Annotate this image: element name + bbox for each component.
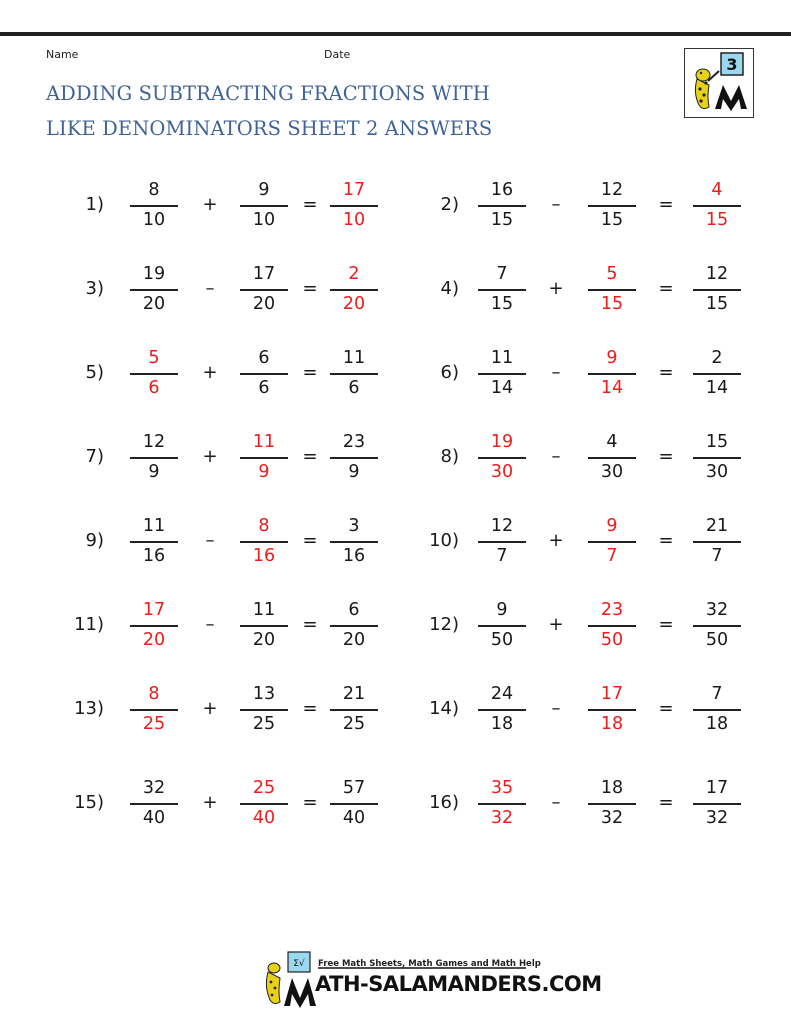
equals-sign: = <box>658 446 674 467</box>
fraction-bar <box>130 373 178 375</box>
denominator: 18 <box>490 714 514 734</box>
fraction-bar <box>130 803 178 805</box>
denominator: 15 <box>490 294 514 314</box>
question-number: 6) <box>440 362 459 383</box>
denominator: 7 <box>711 546 723 566</box>
denominator: 20 <box>252 630 276 650</box>
operator: + <box>202 362 218 383</box>
answer-fraction <box>130 346 178 402</box>
question-number: 14) <box>429 698 459 719</box>
equals-sign: = <box>302 446 318 467</box>
denominator: 15 <box>705 294 729 314</box>
grade-badge-text: 3 <box>726 55 738 74</box>
footer-tagline: Free Math Sheets, Math Games and Math Help <box>318 959 541 969</box>
numerator: 11 <box>142 516 166 536</box>
fraction-bar <box>693 457 741 459</box>
numerator: 11 <box>490 348 514 368</box>
fraction-bar <box>330 457 378 459</box>
answer-fraction <box>588 514 636 570</box>
fraction <box>478 514 526 570</box>
denominator: 15 <box>705 210 729 230</box>
denominator: 14 <box>490 378 514 398</box>
operator: + <box>548 530 564 551</box>
denominator: 6 <box>148 378 160 398</box>
numerator: 3 <box>348 516 360 536</box>
operator: – <box>551 194 561 215</box>
numerator: 57 <box>342 778 366 798</box>
numerator: 8 <box>148 684 160 704</box>
denominator: 25 <box>142 714 166 734</box>
numerator: 18 <box>600 778 624 798</box>
numerator: 9 <box>606 516 618 536</box>
fraction <box>130 262 178 318</box>
worksheet-title-line-1: ADDING SUBTRACTING FRACTIONS WITH <box>46 82 490 105</box>
equals-sign: = <box>658 362 674 383</box>
equals-sign: = <box>302 614 318 635</box>
denominator: 10 <box>142 210 166 230</box>
answer-fraction <box>588 598 636 654</box>
question-number: 9) <box>85 530 104 551</box>
denominator: 14 <box>705 378 729 398</box>
salamander-icon <box>685 49 753 117</box>
denominator: 9 <box>148 462 160 482</box>
operator: – <box>205 614 215 635</box>
answer-fraction <box>588 682 636 738</box>
operator: + <box>202 792 218 813</box>
denominator: 25 <box>342 714 366 734</box>
fraction-bar <box>330 625 378 627</box>
fraction-bar <box>588 289 636 291</box>
fraction-bar <box>588 205 636 207</box>
denominator: 32 <box>490 808 514 828</box>
answer-fraction <box>588 346 636 402</box>
denominator: 14 <box>600 378 624 398</box>
fraction-bar <box>588 625 636 627</box>
denominator: 7 <box>606 546 618 566</box>
fraction <box>478 262 526 318</box>
equals-sign: = <box>302 792 318 813</box>
name-label: Name <box>46 48 79 61</box>
fraction-bar <box>693 625 741 627</box>
top-rule <box>0 32 791 36</box>
question-number: 10) <box>429 530 459 551</box>
fraction-bar <box>330 803 378 805</box>
fraction-bar <box>693 289 741 291</box>
fraction <box>240 346 288 402</box>
salamander-logo <box>684 48 754 118</box>
footer-badge-text: Σ√ <box>293 959 305 969</box>
denominator: 50 <box>600 630 624 650</box>
fraction <box>240 262 288 318</box>
denominator: 15 <box>490 210 514 230</box>
fraction-bar <box>240 205 288 207</box>
equals-sign: = <box>658 194 674 215</box>
fraction <box>330 598 378 654</box>
fraction-bar <box>130 625 178 627</box>
fraction-bar <box>588 803 636 805</box>
denominator: 6 <box>348 378 360 398</box>
denominator: 9 <box>348 462 360 482</box>
fraction-bar <box>588 457 636 459</box>
fraction-bar <box>130 541 178 543</box>
denominator: 7 <box>496 546 508 566</box>
fraction <box>588 178 636 234</box>
fraction <box>693 682 741 738</box>
fraction <box>693 514 741 570</box>
fraction-bar <box>240 541 288 543</box>
denominator: 6 <box>258 378 270 398</box>
denominator: 32 <box>705 808 729 828</box>
numerator: 21 <box>705 516 729 536</box>
fraction <box>478 598 526 654</box>
question-number: 15) <box>74 792 104 813</box>
denominator: 25 <box>252 714 276 734</box>
equals-sign: = <box>658 698 674 719</box>
question-number: 8) <box>440 446 459 467</box>
fraction-bar <box>478 803 526 805</box>
fraction-bar <box>330 709 378 711</box>
denominator: 10 <box>252 210 276 230</box>
numerator: 4 <box>606 432 618 452</box>
fraction <box>330 776 378 832</box>
numerator: 13 <box>252 684 276 704</box>
numerator: 11 <box>252 432 276 452</box>
fraction-bar <box>478 205 526 207</box>
fraction-bar <box>240 803 288 805</box>
numerator: 5 <box>606 264 618 284</box>
answer-fraction <box>330 178 378 234</box>
numerator: 12 <box>142 432 166 452</box>
denominator: 15 <box>600 294 624 314</box>
denominator: 16 <box>342 546 366 566</box>
numerator: 9 <box>496 600 508 620</box>
numerator: 17 <box>142 600 166 620</box>
fraction-bar <box>588 709 636 711</box>
question-number: 5) <box>85 362 104 383</box>
answer-fraction <box>693 178 741 234</box>
operator: + <box>548 278 564 299</box>
numerator: 17 <box>705 778 729 798</box>
numerator: 7 <box>711 684 723 704</box>
numerator: 11 <box>252 600 276 620</box>
denominator: 20 <box>342 294 366 314</box>
numerator: 17 <box>252 264 276 284</box>
numerator: 19 <box>490 432 514 452</box>
answer-fraction <box>478 776 526 832</box>
equals-sign: = <box>658 278 674 299</box>
denominator: 20 <box>342 630 366 650</box>
numerator: 4 <box>711 180 723 200</box>
denominator: 16 <box>142 546 166 566</box>
fraction-bar <box>588 373 636 375</box>
fraction <box>130 514 178 570</box>
numerator: 16 <box>490 180 514 200</box>
denominator: 10 <box>342 210 366 230</box>
fraction-bar <box>330 205 378 207</box>
operator: + <box>202 698 218 719</box>
numerator: 21 <box>342 684 366 704</box>
fraction-bar <box>240 373 288 375</box>
numerator: 32 <box>142 778 166 798</box>
denominator: 32 <box>600 808 624 828</box>
operator: + <box>548 614 564 635</box>
numerator: 8 <box>258 516 270 536</box>
fraction-bar <box>478 289 526 291</box>
equals-sign: = <box>658 530 674 551</box>
numerator: 2 <box>711 348 723 368</box>
fraction-bar <box>478 541 526 543</box>
denominator: 18 <box>600 714 624 734</box>
operator: – <box>551 792 561 813</box>
fraction-bar <box>588 541 636 543</box>
numerator: 9 <box>606 348 618 368</box>
question-number: 4) <box>440 278 459 299</box>
fraction <box>693 776 741 832</box>
fraction-bar <box>478 709 526 711</box>
operator: – <box>551 362 561 383</box>
fraction-bar <box>478 457 526 459</box>
denominator: 18 <box>705 714 729 734</box>
question-number: 2) <box>440 194 459 215</box>
fraction-bar <box>478 625 526 627</box>
fraction <box>588 430 636 486</box>
numerator: 12 <box>490 516 514 536</box>
numerator: 8 <box>148 180 160 200</box>
denominator: 30 <box>705 462 729 482</box>
question-number: 11) <box>74 614 104 635</box>
operator: + <box>202 194 218 215</box>
numerator: 7 <box>496 264 508 284</box>
fraction <box>240 598 288 654</box>
fraction <box>330 682 378 738</box>
answer-fraction <box>478 430 526 486</box>
operator: – <box>551 698 561 719</box>
fraction-bar <box>130 457 178 459</box>
fraction-bar <box>330 541 378 543</box>
fraction <box>240 178 288 234</box>
denominator: 40 <box>142 808 166 828</box>
denominator: 15 <box>600 210 624 230</box>
answer-fraction <box>240 776 288 832</box>
denominator: 20 <box>142 630 166 650</box>
numerator: 35 <box>490 778 514 798</box>
fraction-bar <box>130 709 178 711</box>
fraction <box>693 598 741 654</box>
equals-sign: = <box>302 698 318 719</box>
fraction-bar <box>130 205 178 207</box>
numerator: 32 <box>705 600 729 620</box>
denominator: 20 <box>142 294 166 314</box>
fraction <box>130 178 178 234</box>
fraction-bar <box>478 373 526 375</box>
equals-sign: = <box>658 614 674 635</box>
question-number: 1) <box>85 194 104 215</box>
numerator: 2 <box>348 264 360 284</box>
equals-sign: = <box>302 194 318 215</box>
fraction <box>240 682 288 738</box>
fraction-bar <box>240 457 288 459</box>
fraction <box>693 262 741 318</box>
answer-fraction <box>130 682 178 738</box>
equals-sign: = <box>302 530 318 551</box>
fraction-bar <box>130 289 178 291</box>
numerator: 11 <box>342 348 366 368</box>
fraction <box>330 346 378 402</box>
answer-fraction <box>588 262 636 318</box>
equals-sign: = <box>658 792 674 813</box>
fraction <box>330 430 378 486</box>
numerator: 5 <box>148 348 160 368</box>
fraction-bar <box>240 709 288 711</box>
answer-fraction <box>330 262 378 318</box>
question-number: 13) <box>74 698 104 719</box>
question-number: 16) <box>429 792 459 813</box>
numerator: 6 <box>258 348 270 368</box>
fraction-bar <box>330 289 378 291</box>
worksheet-title-line-2: LIKE DENOMINATORS SHEET 2 ANSWERS <box>46 117 493 140</box>
fraction-bar <box>330 373 378 375</box>
fraction <box>330 514 378 570</box>
question-number: 7) <box>85 446 104 467</box>
numerator: 6 <box>348 600 360 620</box>
denominator: 9 <box>258 462 270 482</box>
fraction-bar <box>693 803 741 805</box>
denominator: 16 <box>252 546 276 566</box>
fraction-bar <box>693 709 741 711</box>
date-label: Date <box>324 48 351 61</box>
numerator: 12 <box>705 264 729 284</box>
operator: – <box>205 278 215 299</box>
fraction <box>130 776 178 832</box>
operator: + <box>202 446 218 467</box>
equals-sign: = <box>302 278 318 299</box>
answer-fraction <box>130 598 178 654</box>
denominator: 30 <box>490 462 514 482</box>
fraction <box>693 430 741 486</box>
fraction-bar <box>240 625 288 627</box>
denominator: 50 <box>490 630 514 650</box>
question-number: 12) <box>429 614 459 635</box>
numerator: 9 <box>258 180 270 200</box>
fraction <box>693 346 741 402</box>
fraction-bar <box>240 289 288 291</box>
numerator: 17 <box>342 180 366 200</box>
operator: – <box>551 446 561 467</box>
fraction <box>588 776 636 832</box>
fraction <box>130 430 178 486</box>
fraction <box>478 682 526 738</box>
denominator: 30 <box>600 462 624 482</box>
fraction <box>478 178 526 234</box>
answer-fraction <box>240 430 288 486</box>
denominator: 50 <box>705 630 729 650</box>
numerator: 19 <box>142 264 166 284</box>
fraction-bar <box>693 541 741 543</box>
numerator: 23 <box>342 432 366 452</box>
denominator: 40 <box>342 808 366 828</box>
denominator: 40 <box>252 808 276 828</box>
footer-brand-link[interactable]: ATH-SALAMANDERS.COM <box>315 972 602 996</box>
numerator: 12 <box>600 180 624 200</box>
equals-sign: = <box>302 362 318 383</box>
numerator: 17 <box>600 684 624 704</box>
fraction-bar <box>693 373 741 375</box>
operator: – <box>205 530 215 551</box>
answer-fraction <box>240 514 288 570</box>
numerator: 25 <box>252 778 276 798</box>
numerator: 15 <box>705 432 729 452</box>
fraction-bar <box>693 205 741 207</box>
question-number: 3) <box>85 278 104 299</box>
denominator: 20 <box>252 294 276 314</box>
numerator: 23 <box>600 600 624 620</box>
fraction <box>478 346 526 402</box>
numerator: 24 <box>490 684 514 704</box>
